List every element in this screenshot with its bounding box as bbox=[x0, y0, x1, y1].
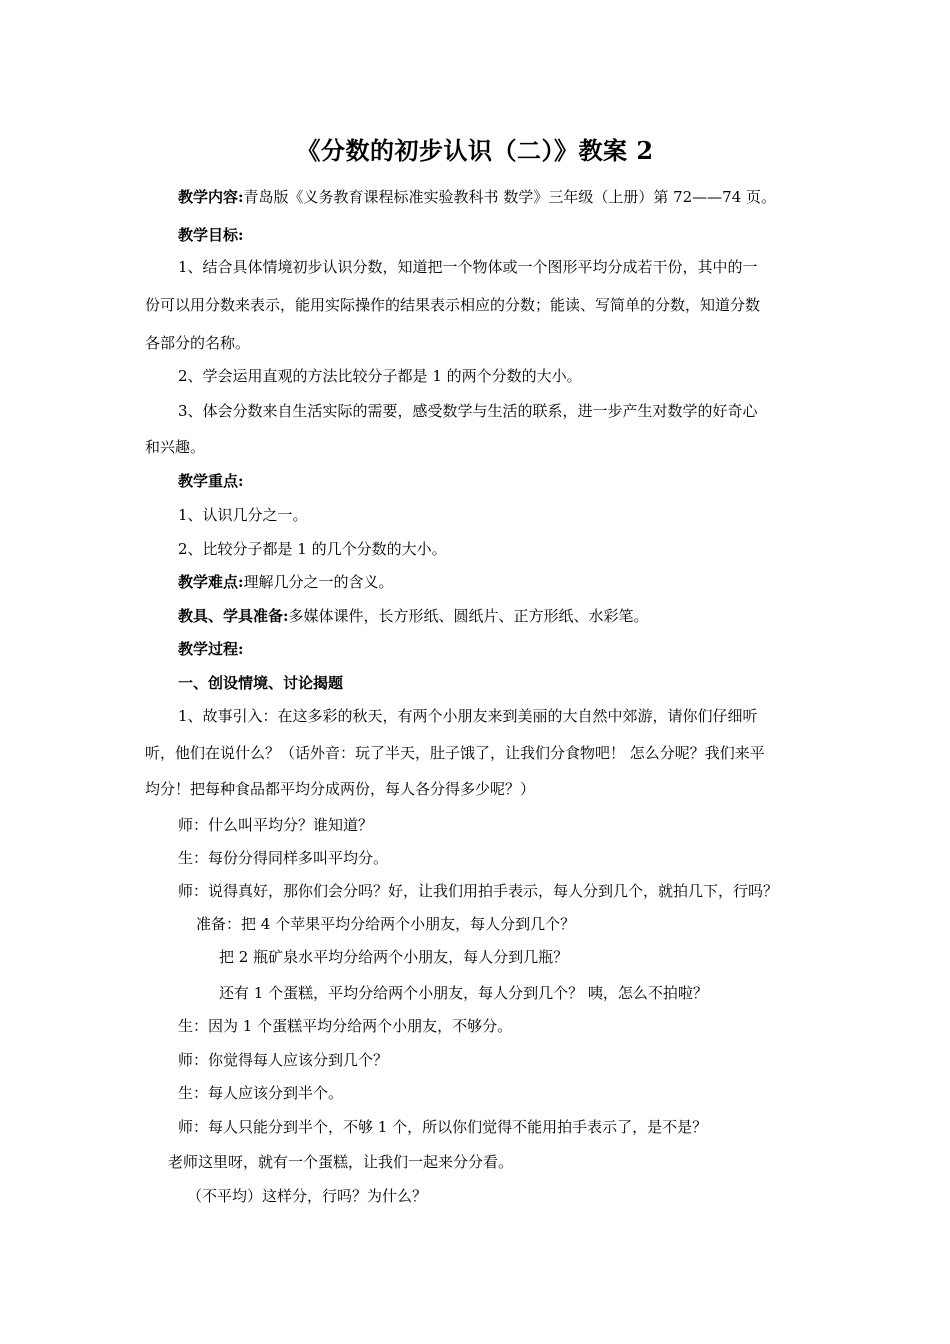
page-title: 《分数的初步认识（二）》教案 2 bbox=[296, 136, 654, 165]
dialogue-line: 准备：把 4 个苹果平均分给两个小朋友，每人分到几个？ bbox=[196, 915, 576, 933]
story-line-1: 1、故事引入：在这多彩的秋天，有两个小朋友来到美丽的大自然中郊游，请你们仔细听 bbox=[178, 707, 758, 725]
objective-3-line-1: 3、体会分数来自生活实际的需要，感受数学与生活的联系，进一步产生对数学的好奇心 bbox=[178, 402, 758, 420]
objective-1-line-2: 份可以用分数来表示，能用实际操作的结果表示相应的分数；能读、写简单的分数，知道分数 bbox=[145, 296, 761, 314]
dialogue-line: 老师这里呀，就有一个蛋糕，让我们一起来分分看。 bbox=[168, 1153, 514, 1171]
section-1-heading: 一、创设情境、讨论揭题 bbox=[178, 674, 344, 692]
dialogue-line: 把 2 瓶矿泉水平均分给两个小朋友，每人分到几瓶？ bbox=[219, 948, 569, 966]
content-text: 青岛版《义务教育课程标准实验教科书 数学》三年级（上册）第 72——74 页。 bbox=[243, 188, 777, 206]
dialogue-line: 生：每人应该分到半个。 bbox=[178, 1084, 344, 1102]
objective-1-line-3: 各部分的名称。 bbox=[145, 334, 251, 352]
story-line-2: 听，他们在说什么？（话外音：玩了半天，肚子饿了，让我们分食物吧！ 怎么分呢？我们来平 bbox=[145, 744, 765, 762]
dialogue-line: （不平均）这样分，行吗？为什么？ bbox=[187, 1187, 428, 1205]
materials-paragraph bbox=[178, 606, 649, 626]
materials-text: 多媒体课件，长方形纸、圆纸片、正方形纸、水彩笔。 bbox=[288, 607, 649, 625]
content-paragraph bbox=[178, 187, 776, 207]
difficulty-paragraph bbox=[178, 572, 394, 592]
dialogue-line: 还有 1 个蛋糕，平均分给两个小朋友，每人分到几个？ 咦，怎么不拍啦？ bbox=[219, 984, 708, 1002]
key-point-1: 1、认识几分之一。 bbox=[178, 506, 308, 524]
dialogue-line: 师：什么叫平均分？谁知道？ bbox=[178, 816, 374, 834]
key-points-heading: 教学重点: bbox=[178, 472, 244, 490]
story-line-3: 均分！把每种食品都平均分成两份，每人各分得多少呢？） bbox=[145, 780, 536, 798]
objective-3-line-2: 和兴趣。 bbox=[145, 438, 206, 456]
materials-label: 教具、学具准备: bbox=[178, 607, 289, 625]
difficulty-label: 教学难点: bbox=[178, 573, 244, 591]
key-point-2: 2、比较分子都是 1 的几个分数的大小。 bbox=[178, 540, 447, 558]
dialogue-line: 师：每人只能分到半个，不够 1 个，所以你们觉得不能用拍手表示了，是不是？ bbox=[178, 1118, 708, 1136]
content-label: 教学内容: bbox=[178, 188, 244, 206]
dialogue-line: 师：说得真好，那你们会分吗？好，让我们用拍手表示，每人分到几个，就拍几下，行吗？ bbox=[178, 882, 779, 900]
objective-2: 2、学会运用直观的方法比较分子都是 1 的两个分数的大小。 bbox=[178, 367, 582, 385]
dialogue-line: 师：你觉得每人应该分到几个？ bbox=[178, 1051, 389, 1069]
dialogue-line: 生：因为 1 个蛋糕平均分给两个小朋友，不够分。 bbox=[178, 1017, 513, 1035]
objective-1-line-1: 1、结合具体情境初步认识分数，知道把一个物体或一个图形平均分成若干份，其中的一 bbox=[178, 258, 758, 276]
process-heading: 教学过程: bbox=[178, 640, 244, 658]
dialogue-line: 生：每份分得同样多叫平均分。 bbox=[178, 849, 389, 867]
objectives-heading: 教学目标: bbox=[178, 226, 244, 244]
difficulty-text: 理解几分之一的含义。 bbox=[243, 573, 394, 591]
